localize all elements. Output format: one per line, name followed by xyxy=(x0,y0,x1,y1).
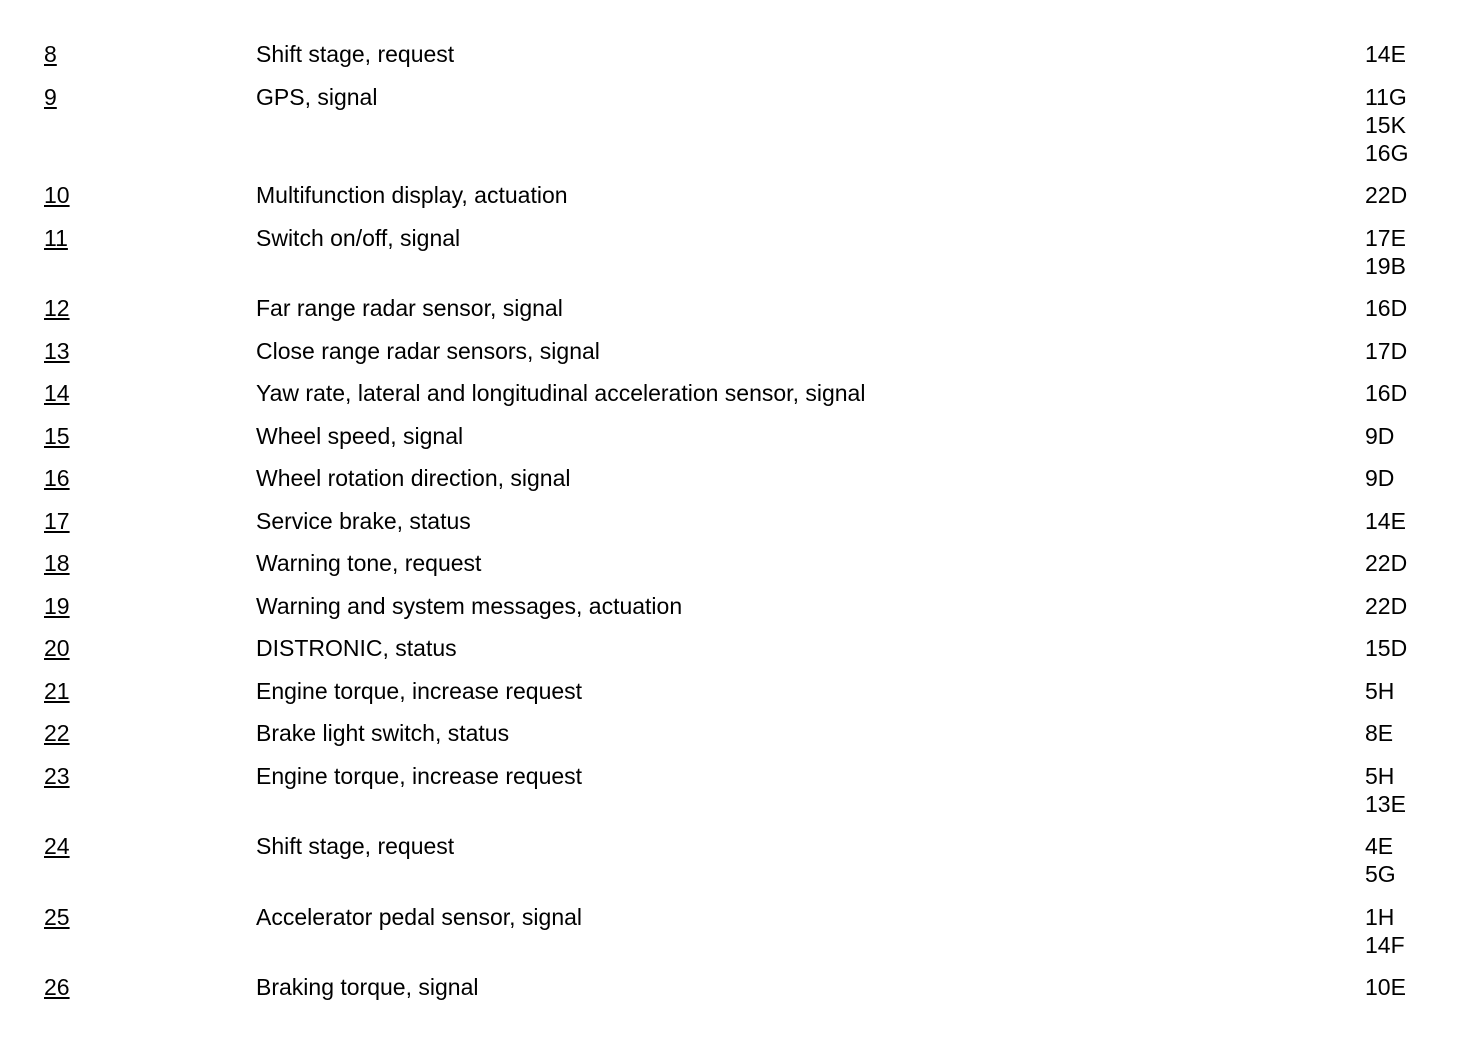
grid-references xyxy=(1365,634,1444,662)
item-description: Multifunction display, actuation xyxy=(256,182,568,208)
grid-reference: 22D xyxy=(1365,592,1408,619)
legend-row xyxy=(44,379,1444,407)
legend-row xyxy=(44,762,1444,818)
grid-references xyxy=(1365,83,1444,167)
item-number-link[interactable]: 22 xyxy=(44,720,70,746)
grid-reference: 9D xyxy=(1365,465,1395,491)
item-number-link[interactable]: 20 xyxy=(44,635,70,661)
legend-row xyxy=(44,294,1444,322)
legend-table xyxy=(44,40,1444,1016)
grid-reference: 5G xyxy=(1365,861,1396,887)
item-number-link[interactable]: 19 xyxy=(44,592,70,619)
item-number-cell xyxy=(44,83,256,111)
grid-references xyxy=(1365,337,1444,365)
item-description: Close range radar sensors, signal xyxy=(256,337,600,364)
item-number-link[interactable]: 8 xyxy=(44,41,57,67)
item-description: Wheel speed, signal xyxy=(256,422,464,449)
item-number-link[interactable]: 9 xyxy=(44,83,57,110)
legend-row xyxy=(44,337,1444,365)
grid-reference: 16D xyxy=(1365,380,1408,406)
item-description: Accelerator pedal sensor, signal xyxy=(256,903,583,930)
legend-row xyxy=(44,464,1444,492)
legend-row xyxy=(44,973,1444,1001)
legend-row xyxy=(44,224,1444,280)
item-description: Service brake, status xyxy=(256,507,471,534)
item-description: Warning and system messages, actuation xyxy=(256,592,683,619)
legend-row xyxy=(44,422,1444,450)
grid-reference: 5H xyxy=(1365,762,1395,789)
item-description: Shift stage, request xyxy=(256,41,455,67)
grid-reference: 17E xyxy=(1365,224,1406,251)
item-number-cell xyxy=(44,294,256,322)
grid-reference: 14F xyxy=(1365,931,1405,958)
grid-references xyxy=(1365,294,1444,322)
item-number-cell xyxy=(44,40,256,68)
grid-references xyxy=(1365,379,1444,407)
item-number-link[interactable]: 23 xyxy=(44,762,70,789)
item-number-link[interactable]: 13 xyxy=(44,337,70,364)
grid-reference: 8E xyxy=(1365,720,1394,746)
item-number-link[interactable]: 16 xyxy=(44,465,70,491)
item-number-link[interactable]: 17 xyxy=(44,507,70,534)
grid-references xyxy=(1365,719,1444,747)
grid-reference: 16D xyxy=(1365,295,1408,321)
grid-reference: 9D xyxy=(1365,422,1395,449)
item-number-cell xyxy=(44,832,256,860)
grid-references xyxy=(1365,832,1444,888)
item-number-link[interactable]: 12 xyxy=(44,295,70,321)
grid-reference: 13E xyxy=(1365,790,1406,817)
legend-row xyxy=(44,507,1444,535)
item-description: Switch on/off, signal xyxy=(256,224,461,251)
item-number-link[interactable]: 26 xyxy=(44,974,70,1000)
grid-reference: 22D xyxy=(1365,182,1408,208)
grid-reference: 14E xyxy=(1365,507,1406,534)
item-number-link[interactable]: 21 xyxy=(44,677,70,704)
item-description: Brake light switch, status xyxy=(256,720,510,746)
item-number-cell xyxy=(44,224,256,252)
grid-references xyxy=(1365,677,1444,705)
legend-row xyxy=(44,181,1444,209)
item-number-link[interactable]: 11 xyxy=(44,224,68,251)
legend-row xyxy=(44,40,1444,68)
item-number-cell xyxy=(44,634,256,662)
grid-reference: 16G xyxy=(1365,139,1409,166)
grid-reference: 11G xyxy=(1365,83,1407,110)
grid-reference: 15K xyxy=(1365,111,1406,138)
item-number-cell xyxy=(44,181,256,209)
grid-references xyxy=(1365,549,1444,577)
item-description: GPS, signal xyxy=(256,83,378,110)
grid-references xyxy=(1365,507,1444,535)
item-number-cell xyxy=(44,337,256,365)
item-description: Yaw rate, lateral and longitudinal acceleration sensor, signal xyxy=(256,380,866,406)
grid-reference: 19B xyxy=(1365,252,1406,279)
item-number-link[interactable]: 14 xyxy=(44,380,70,406)
legend-row xyxy=(44,592,1444,620)
item-number-cell xyxy=(44,464,256,492)
item-description: Engine torque, increase request xyxy=(256,762,583,789)
item-description: Shift stage, request xyxy=(256,833,455,859)
legend-row xyxy=(44,634,1444,662)
grid-reference: 14E xyxy=(1365,41,1406,67)
item-description: Far range radar sensor, signal xyxy=(256,295,563,321)
grid-references xyxy=(1365,40,1444,68)
item-number-cell xyxy=(44,719,256,747)
grid-references xyxy=(1365,224,1444,280)
item-number-link[interactable]: 10 xyxy=(44,182,70,208)
item-description: Engine torque, increase request xyxy=(256,677,583,704)
grid-references xyxy=(1365,903,1444,959)
item-number-cell xyxy=(44,422,256,450)
legend-row xyxy=(44,677,1444,705)
grid-references xyxy=(1365,973,1444,1001)
legend-row xyxy=(44,719,1444,747)
item-number-link[interactable]: 18 xyxy=(44,550,70,576)
grid-references xyxy=(1365,422,1444,450)
item-number-cell xyxy=(44,903,256,931)
item-number-cell xyxy=(44,973,256,1001)
legend-row xyxy=(44,832,1444,888)
item-number-cell xyxy=(44,507,256,535)
legend-row xyxy=(44,903,1444,959)
item-number-cell xyxy=(44,379,256,407)
grid-reference: 17D xyxy=(1365,337,1408,364)
item-description: Wheel rotation direction, signal xyxy=(256,465,571,491)
grid-reference: 22D xyxy=(1365,550,1408,576)
legend-row xyxy=(44,83,1444,167)
legend-row xyxy=(44,549,1444,577)
item-number-cell xyxy=(44,549,256,577)
item-number-link[interactable]: 24 xyxy=(44,833,70,859)
item-number-link[interactable]: 15 xyxy=(44,422,70,449)
grid-reference: 4E xyxy=(1365,833,1394,859)
item-number-cell xyxy=(44,762,256,790)
grid-references xyxy=(1365,592,1444,620)
item-description: Braking torque, signal xyxy=(256,974,479,1000)
grid-reference: 10E xyxy=(1365,974,1406,1000)
item-description: DISTRONIC, status xyxy=(256,635,457,661)
grid-references xyxy=(1365,762,1444,818)
grid-reference: 5H xyxy=(1365,677,1395,704)
grid-references xyxy=(1365,464,1444,492)
item-number-link[interactable]: 25 xyxy=(44,903,70,930)
item-number-cell xyxy=(44,592,256,620)
grid-references xyxy=(1365,181,1444,209)
item-description: Warning tone, request xyxy=(256,550,482,576)
grid-reference: 1H xyxy=(1365,903,1395,930)
item-number-cell xyxy=(44,677,256,705)
grid-reference: 15D xyxy=(1365,635,1408,661)
